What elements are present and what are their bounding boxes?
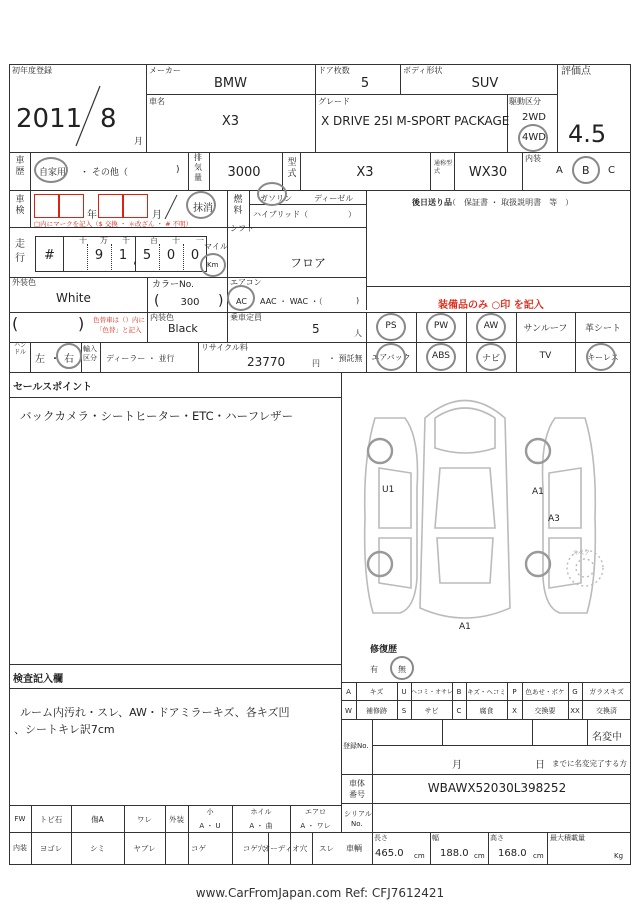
private-use: 自家用 bbox=[39, 168, 67, 178]
cancelled: 抹消 bbox=[193, 203, 213, 214]
width-value: 188.0 bbox=[440, 848, 469, 859]
capacity-value: 5 bbox=[312, 322, 320, 336]
mileage-digit-3: 5 bbox=[142, 248, 152, 263]
insp-month-label: 月 bbox=[152, 210, 162, 221]
bl-aero: エアロ bbox=[305, 808, 326, 816]
insp-year-label: 年 bbox=[87, 210, 97, 221]
inspection-label: 車検 bbox=[15, 195, 25, 216]
recycle-label: リサイクル料 bbox=[201, 343, 248, 352]
weight-label: 最大積載量 bbox=[550, 834, 585, 842]
inspect-text-1: ルーム内汚れ・スレ、AW・ドアミラーキズ、各キズ凹 bbox=[20, 706, 290, 719]
damage-a3: A3 bbox=[548, 514, 560, 524]
common-type-label: 通称型式 bbox=[434, 160, 453, 175]
bl-wheel: ホイル bbox=[250, 808, 272, 816]
serial-label-1: シリアル bbox=[344, 810, 372, 818]
mileage-digit-2: 1 bbox=[118, 248, 128, 263]
mileage-digit-4: 0 bbox=[166, 248, 176, 263]
bl-tear: ヤブレ bbox=[133, 844, 156, 853]
km-label: Km bbox=[207, 261, 219, 269]
equip-aw-circle bbox=[476, 313, 506, 341]
handle-label: ハンドル bbox=[14, 342, 27, 356]
unit-3: 千 bbox=[122, 236, 130, 245]
change-paren-open: ( bbox=[12, 314, 19, 333]
legend-2-4: C bbox=[456, 707, 462, 715]
first-reg-year: 2011 bbox=[16, 104, 83, 134]
interior-a: A bbox=[556, 165, 563, 176]
change-note-1: 色替車は（）内に bbox=[93, 316, 145, 324]
equip-sunroof: サンルーフ bbox=[523, 324, 568, 334]
repair-label: 修復歴 bbox=[370, 645, 398, 655]
interior-b-circle bbox=[572, 156, 600, 184]
bl-audio-hole: オーディオ穴 bbox=[262, 844, 308, 853]
bl-aero-opts: A ・ ワレ bbox=[300, 822, 331, 830]
equip-abs-circle bbox=[426, 343, 456, 371]
color-no-paren-close: ) bbox=[218, 293, 224, 309]
width-label: 幅 bbox=[432, 834, 439, 842]
diesel: ディーゼル bbox=[314, 194, 354, 203]
length-label: 長さ bbox=[374, 834, 388, 842]
damage-u1: U1 bbox=[382, 485, 395, 495]
model-name-value: X3 bbox=[221, 114, 240, 129]
equip-leather: 革シート bbox=[584, 324, 621, 334]
legend-2-2: S bbox=[401, 707, 407, 715]
legend-1-6: P bbox=[512, 688, 517, 696]
model-name-label: 車名 bbox=[149, 97, 165, 106]
insp-box-4 bbox=[123, 194, 148, 218]
insp-box-3 bbox=[98, 194, 123, 218]
footer-ref: www.CarFromJapan.com Ref: CFJ7612421 bbox=[195, 886, 445, 900]
items-label: 後日送り品 bbox=[412, 198, 452, 207]
bl-wear: スレ bbox=[319, 844, 334, 853]
serial-label-2: No. bbox=[351, 820, 363, 828]
hybrid: ハイブリッド bbox=[253, 210, 301, 219]
legend-2-0: W bbox=[345, 707, 352, 715]
interior-c: C bbox=[608, 165, 615, 176]
int-color-value: Black bbox=[168, 322, 198, 335]
legend-1-7: 色あせ・ボケ bbox=[525, 688, 565, 696]
bl-stain: シミ bbox=[90, 844, 105, 853]
history-label: 車歴 bbox=[15, 156, 25, 177]
legend-1-1: キズ bbox=[369, 688, 384, 696]
equip-airbag: エアバック bbox=[371, 353, 411, 362]
legend-2-5: 腐食 bbox=[479, 707, 494, 715]
damage-a1-right: A1 bbox=[532, 487, 544, 497]
capacity-unit: 人 bbox=[354, 329, 362, 338]
handle-right: 右 bbox=[64, 354, 74, 365]
displacement-label: 排気量 bbox=[194, 153, 202, 182]
repair-no: 無 bbox=[398, 665, 406, 674]
length-unit: cm bbox=[414, 852, 425, 860]
first-reg-month: 8 bbox=[100, 104, 117, 134]
type-value: X3 bbox=[356, 165, 374, 180]
shift-label: シフト bbox=[230, 224, 254, 233]
mile-label: マイル bbox=[204, 242, 228, 251]
sales-text: バックカメラ・シートヒーター・ETC・ハーフレザー bbox=[20, 409, 294, 423]
grade-label: グレード bbox=[318, 97, 350, 106]
inspect-text-2: 、シートキレ訳7cm bbox=[14, 723, 115, 736]
gasoline: ガソリン bbox=[260, 194, 292, 203]
chassis-label-2: 番号 bbox=[349, 790, 365, 799]
insp-box-2 bbox=[59, 194, 84, 218]
mileage-digit-1: 9 bbox=[94, 248, 104, 263]
car-damage-diagram bbox=[345, 378, 627, 636]
legend-2-1: 補修跡 bbox=[366, 707, 387, 715]
ac-label: エアコン bbox=[230, 278, 262, 287]
change-paren-close: ) bbox=[78, 314, 85, 333]
unit-2: 万 bbox=[100, 236, 108, 245]
height-unit: cm bbox=[533, 852, 544, 860]
bl-small: 小 bbox=[206, 808, 214, 816]
hybrid-paren: （ ） bbox=[300, 210, 356, 219]
bl-wheel-opts: A ・ 曲 bbox=[249, 822, 273, 830]
bl-dirt: ヨゴレ bbox=[39, 844, 63, 853]
doors-label: ドア枚数 bbox=[318, 66, 350, 75]
equip-ps-circle bbox=[376, 313, 406, 341]
length-value: 465.0 bbox=[375, 848, 404, 859]
bl-burn-hole: コゲ穴 bbox=[242, 844, 266, 853]
ext-color-value: White bbox=[56, 291, 91, 305]
mark-note: □内にマークを記入（$ 交換 ・ ＊改ざん ・ # 不明） bbox=[34, 220, 193, 228]
legend-2-3: サビ bbox=[424, 707, 439, 715]
mileage-digit-5: 0 bbox=[190, 248, 200, 263]
bl-fw: FW bbox=[14, 815, 26, 823]
bl-interior: 内装 bbox=[13, 844, 27, 852]
legend-2-6: X bbox=[512, 707, 517, 715]
repair-no-circle bbox=[390, 656, 414, 680]
int-color-label: 内装色 bbox=[150, 313, 174, 322]
unit-5: 十 bbox=[172, 236, 180, 245]
legend-2-9: 交換済 bbox=[596, 707, 617, 715]
bl-stone: トビ石 bbox=[39, 815, 63, 824]
ext-color-label: 外装色 bbox=[12, 278, 36, 287]
equip-aw: AW bbox=[483, 321, 499, 331]
deposit-none: ・ 預託無 bbox=[328, 354, 363, 363]
cancelled-circle bbox=[186, 191, 216, 219]
color-no-paren-open: ( bbox=[154, 293, 160, 309]
ac-circle bbox=[227, 285, 255, 311]
interior-label: 内装 bbox=[525, 154, 541, 163]
legend-2-7: 交換要 bbox=[534, 707, 556, 715]
unit-1: 十 bbox=[79, 236, 87, 245]
slash-small bbox=[163, 193, 179, 221]
capacity-label: 乗車定員 bbox=[230, 313, 262, 322]
unit-4: 百 bbox=[150, 236, 158, 245]
equip-heading: 装備品のみ ○印 を記入 bbox=[438, 300, 544, 311]
weight-unit: Kg bbox=[614, 852, 624, 860]
recycle-yen: 円 bbox=[312, 359, 320, 368]
first-reg-label: 初年度登録 bbox=[12, 66, 52, 75]
shift-value: フロア bbox=[289, 256, 326, 270]
legend-1-8: G bbox=[572, 688, 578, 696]
equip-ps: PS bbox=[385, 321, 397, 331]
fuel-label: 燃料 bbox=[233, 195, 243, 216]
gasoline-circle bbox=[257, 182, 287, 206]
grade-value: X DRIVE 25I M-SPORT PACKAGE bbox=[321, 114, 510, 128]
legend-1-0: A bbox=[346, 688, 351, 696]
drive-4wd-circle bbox=[518, 124, 548, 152]
score-label: 評価点 bbox=[561, 66, 591, 77]
reg-month: 月 bbox=[452, 760, 462, 771]
mileage-mark: # bbox=[44, 248, 55, 263]
equip-pw: PW bbox=[433, 321, 449, 331]
type-label: 型式 bbox=[287, 158, 297, 179]
bl-burn: コゲ bbox=[191, 844, 206, 853]
ac-paren-close: ) bbox=[356, 296, 360, 305]
doors-value: 5 bbox=[360, 76, 370, 91]
equip-navi-circle bbox=[476, 343, 506, 371]
chassis-number: WBAWX52030L398252 bbox=[427, 781, 567, 795]
mileage-label: 走行 bbox=[15, 239, 25, 264]
import-label: 輸入区分 bbox=[83, 345, 97, 362]
equip-keyless-circle bbox=[586, 343, 616, 371]
unit-6: 一 bbox=[196, 236, 204, 245]
legend-1-5: キズ・ヘコミ bbox=[467, 688, 506, 696]
bl-crack: ワレ bbox=[137, 815, 152, 824]
handle-left: 左 bbox=[35, 354, 45, 365]
repair-yes: 有 bbox=[370, 665, 378, 674]
color-no-value: 300 bbox=[180, 297, 200, 308]
inspect-label: 検査記入欄 bbox=[13, 674, 63, 685]
equip-airbag-circle bbox=[376, 343, 406, 371]
reg-day: 日 bbox=[535, 760, 545, 771]
height-label: 高さ bbox=[490, 834, 504, 842]
legend-1-4: B bbox=[456, 688, 462, 696]
displacement-value: 3000 bbox=[227, 165, 261, 180]
other-option: ・ その他（ bbox=[80, 168, 128, 178]
drive-label: 駆動区分 bbox=[509, 97, 541, 106]
interior-b: B bbox=[582, 164, 590, 177]
legend-1-2: U bbox=[401, 688, 407, 696]
height-value: 168.0 bbox=[498, 848, 527, 859]
legend-1-3: ヘコミ・オサレ bbox=[411, 689, 453, 696]
score-value: 4.5 bbox=[568, 120, 607, 148]
damage-a1-bottom: A1 bbox=[459, 622, 471, 632]
name-change: 名変中 bbox=[592, 732, 622, 743]
private-use-circle bbox=[34, 157, 68, 183]
equip-pw-circle bbox=[426, 313, 456, 341]
body-label: ボディ形状 bbox=[403, 66, 443, 75]
maker-value: BMW bbox=[214, 76, 247, 91]
spare-label: スペア bbox=[572, 550, 591, 557]
chassis-label-1: 車体 bbox=[349, 779, 365, 788]
width-unit: cm bbox=[474, 852, 485, 860]
month-label: 月 bbox=[134, 137, 144, 147]
legend-1-9: ガラスキズ bbox=[589, 688, 624, 696]
sales-label: セールスポイント bbox=[13, 382, 93, 393]
dealer-options: ディーラー ・ 並行 bbox=[106, 354, 175, 363]
ac-options: AC ・ AAC ・ WAC ・（ bbox=[236, 297, 323, 306]
paren-close: ) bbox=[176, 165, 180, 175]
body-value: SUV bbox=[471, 76, 499, 91]
handle-right-circle bbox=[56, 343, 82, 369]
common-type-value: WX30 bbox=[468, 165, 508, 180]
equip-abs: ABS bbox=[432, 351, 450, 361]
km-circle bbox=[200, 253, 226, 277]
drive-2wd: 2WD bbox=[522, 112, 546, 123]
color-no-label: カラーNo. bbox=[152, 280, 194, 290]
reg-until: までに名変完了する方 bbox=[552, 759, 627, 768]
slash-divider bbox=[72, 84, 102, 148]
equip-navi: ナビ bbox=[481, 354, 500, 364]
handle-dot: ・ bbox=[50, 354, 60, 365]
dims-car-label: 車輌 bbox=[346, 844, 362, 853]
drive-4wd: 4WD bbox=[522, 132, 546, 143]
insp-box-1 bbox=[34, 194, 59, 218]
equip-tv: TV bbox=[539, 351, 552, 361]
equip-keyless: キーレス bbox=[587, 353, 619, 362]
change-note-2: 「色替」と記入 bbox=[96, 326, 142, 334]
bl-scratch-a: 傷A bbox=[91, 815, 104, 824]
legend-2-8: XX bbox=[570, 707, 580, 715]
items-text: （ 保証書 ・ 取扱説明書 等 ） bbox=[448, 198, 574, 207]
maker-label: メーカー bbox=[149, 66, 181, 75]
bl-small-opts: A ・ U bbox=[199, 822, 221, 830]
bl-exterior: 外装 bbox=[169, 815, 184, 824]
thousand-sep: , bbox=[133, 252, 137, 266]
recycle-value: 23770 bbox=[247, 355, 286, 369]
registration-label: 登録No. bbox=[343, 742, 369, 750]
